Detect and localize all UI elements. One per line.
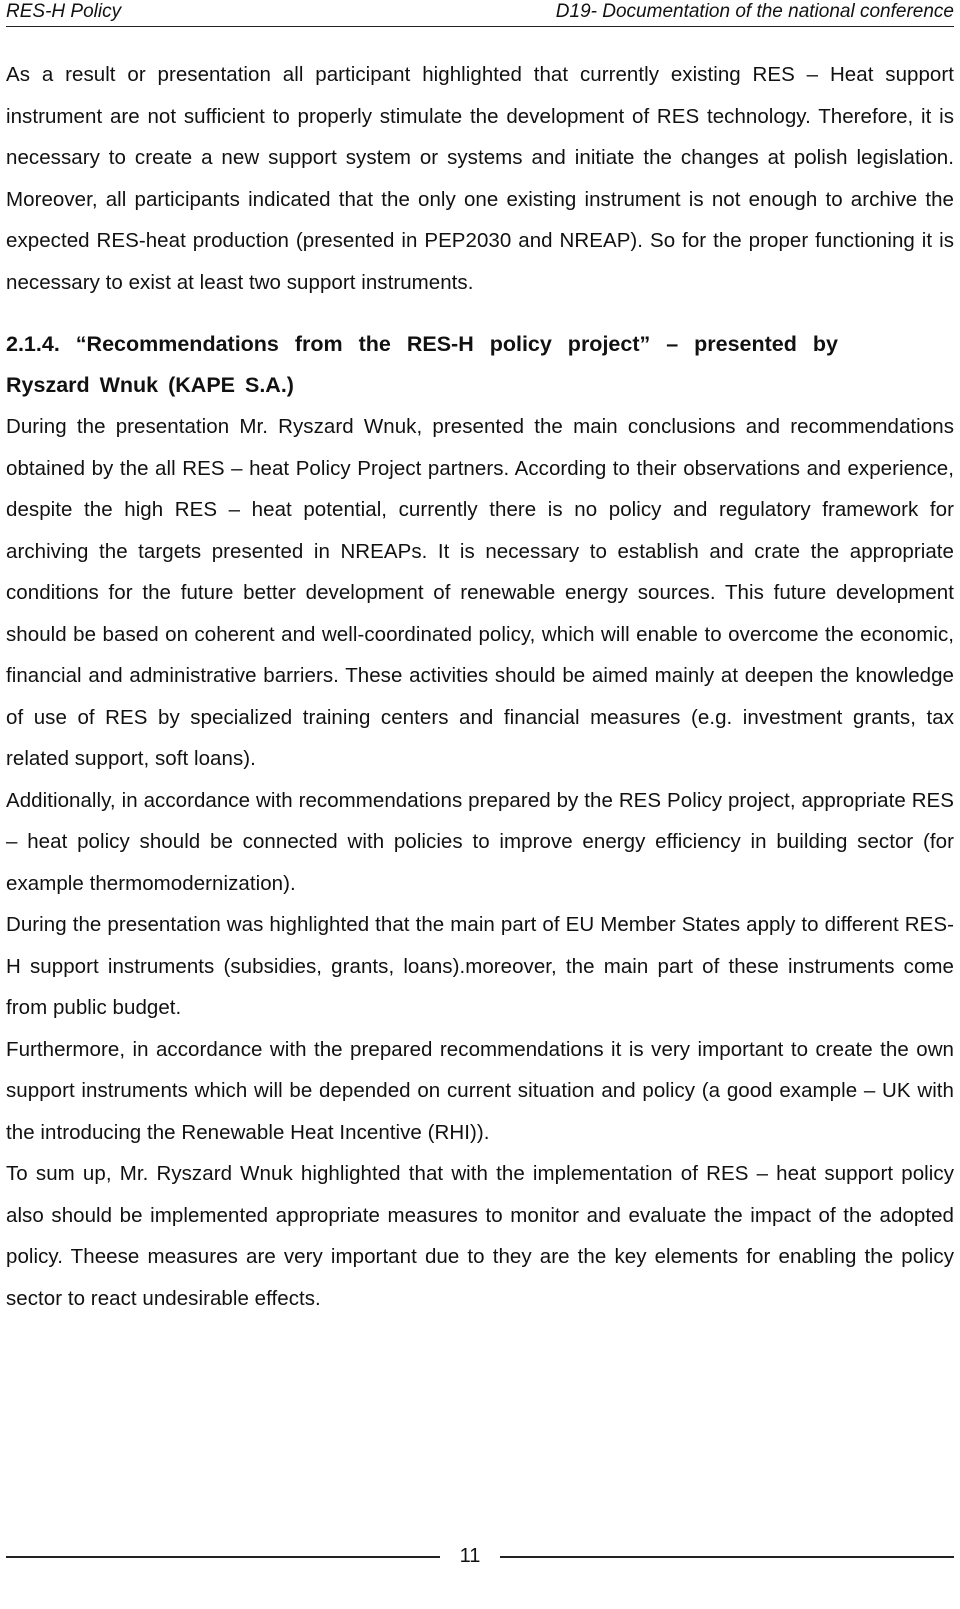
footer-rule-left	[6, 1556, 440, 1558]
intro-paragraph: As a result or presentation all participant highlighted that currently existing RES – Heat support instrument are not sufficient to properly stimulate the development of RES technology. Therefore, it is necessary to create a new support system or systems and initiate the changes at polish legislation. Moreover, all participants indicated that the only one existing instrument is not enough to archive the expected RES-heat production (presented in PEP2030 and NREAP). So for the proper functioning it is necessary to exist at least two support instruments.	[6, 63, 954, 294]
section-spacer	[6, 303, 954, 324]
page-number: 11	[459, 1545, 481, 1567]
section-title: “Recommendations from the RES-H policy project” – presented by	[75, 332, 838, 356]
paragraph-eu-member-states: During the presentation was highlighted that the main part of EU Member States apply to different RES-H support instruments (subsidies, grants, loans).moreover, the main part of these instruments come from public budget.	[6, 913, 954, 1019]
page-header	[6, 0, 954, 27]
paragraph-conclusion: To sum up, Mr. Ryszard Wnuk highlighted that with the implementation of RES – heat support policy also should be implemented appropriate measures to monitor and evaluate the impact of the adopted policy. Theese measures are very important due to they are the key elements for enabling the policy sector to react undesirable effects.	[6, 1162, 954, 1310]
paragraph-presentation-summary: During the presentation Mr. Ryszard Wnuk, presented the main conclusions and recommendations obtained by the all RES – heat Policy Project partners. According to their observations and experience, despite the high RES – heat potential, currently there is no policy and regulatory framework for archiving the targets presented in NREAPs. It is necessary to establish and crate the appropriate conditions for the future better development of renewable energy sources. This future development should be based on coherent and well-coordinated policy, which will enable to overcome the economic, financial and administrative barriers. These activities should be aimed mainly at deepen the knowledge of use of RES by specialized training centers and financial measures (e.g. investment grants, tax related support, soft loans).	[6, 415, 954, 770]
section-title-presenter: Ryszard Wnuk (KAPE S.A.)	[6, 373, 294, 397]
footer-rule-right	[500, 1556, 954, 1558]
paragraph-own-instruments: Furthermore, in accordance with the prepared recommendations it is very important to create the own support instruments which will be depended on current situation and policy (a good example – UK with the introducing the Renewable Heat Incentive (RHI)).	[6, 1037, 954, 1144]
header-project-title: RES-H Policy	[6, 1, 122, 22]
section-number: 2.1.4.	[6, 332, 60, 356]
page-content	[6, 54, 954, 1319]
header-document-title: D19- Documentation of the national conference	[555, 1, 954, 22]
paragraph-energy-efficiency: Additionally, in accordance with recommendations prepared by the RES Policy project, appropriate RES – heat policy should be connected with policies to improve energy efficiency in building sector (for example thermomodernization).	[6, 788, 954, 895]
page-footer	[0, 1540, 960, 1580]
section-heading	[6, 324, 954, 406]
